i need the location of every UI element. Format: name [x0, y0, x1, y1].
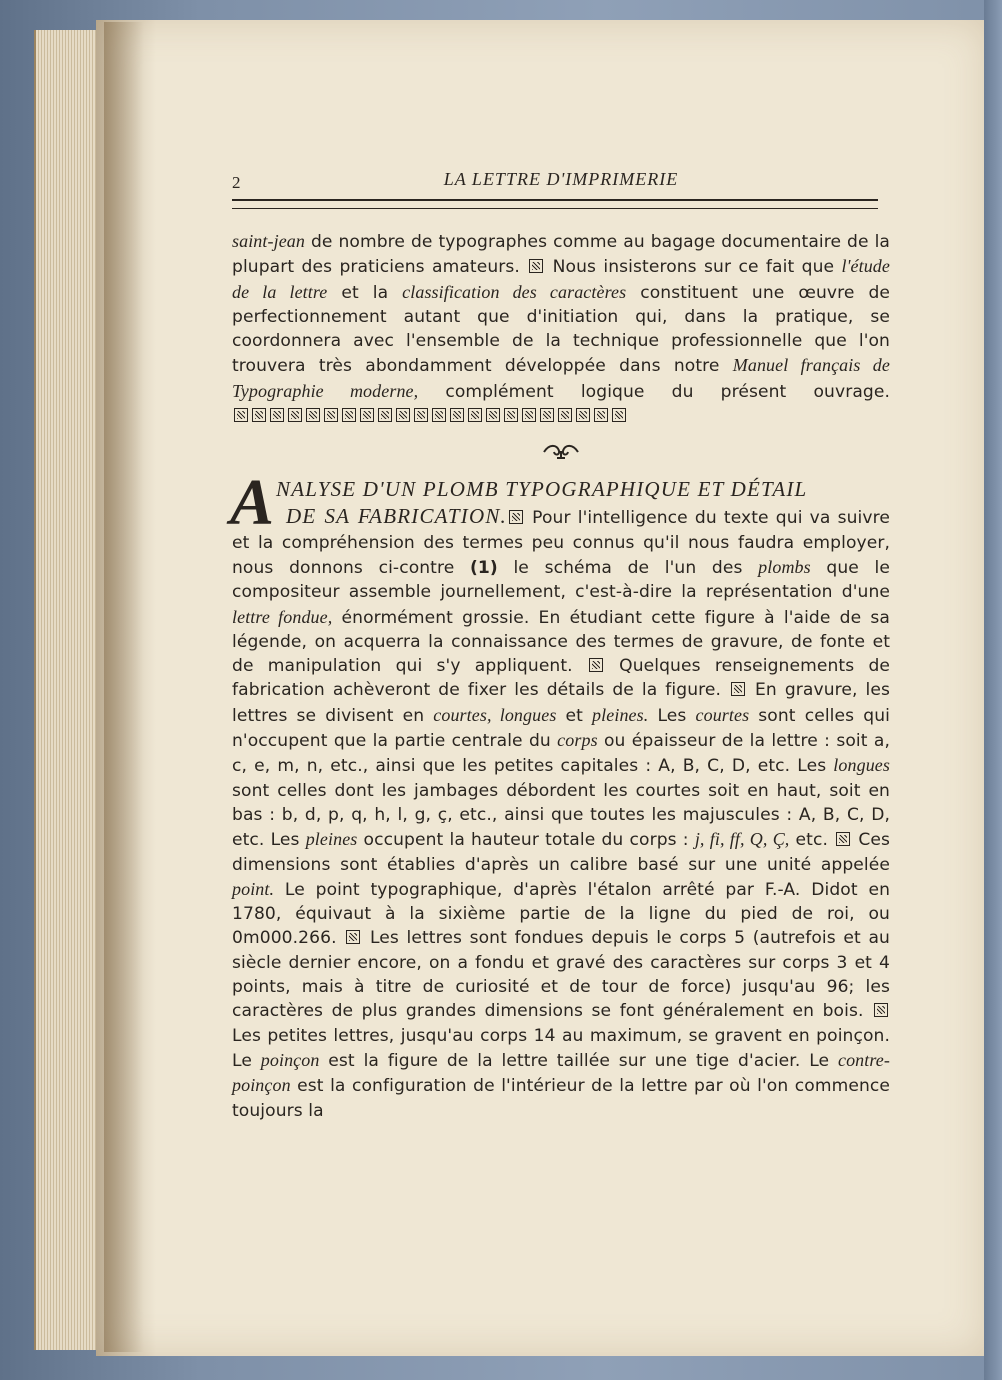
square-ornament-icon	[589, 658, 603, 672]
text: Les lettres sont fondues depuis le corps 5 (autrefois et au siècle dernier encore, on a fondu et gravé des caractères sur corps 3 et 4 points, mais à titre de curiosité et de tour de force) jusqu'au 96; les caractères de plus grandes dimensions se font généralement en bois.	[232, 928, 890, 1022]
italic-text: point.	[232, 878, 275, 899]
text: Pour l'intelligence du texte qui va suivre et la compréhension des termes peu connus qu'il nous faudra employer, nous donnons ci-contre	[232, 508, 890, 578]
italic-text: poinçon	[260, 1049, 320, 1070]
page-number: 2	[232, 173, 241, 192]
section-heading	[230, 466, 891, 1122]
text: et la	[327, 282, 403, 303]
square-ornament-icon	[529, 259, 543, 273]
text: Nous insisterons sur ce fait que	[545, 257, 842, 278]
italic-text: Manuel français de Typographie moderne,	[232, 355, 890, 401]
square-ornament-icon	[450, 408, 464, 422]
square-ornament-icon	[540, 408, 554, 422]
square-ornament-icon	[360, 408, 374, 422]
italic-text: plombs	[758, 556, 811, 577]
italic-text: l'étude de la lettre	[232, 256, 890, 302]
italic-text: pleines.	[592, 704, 649, 725]
italic-text: saint-jean	[232, 231, 305, 251]
drop-cap: A	[230, 466, 275, 540]
square-ornament-icon	[594, 408, 608, 422]
text: énormément grossie. En étudiant cette figure à l'aide de sa légende, on acquerra la connaissance des termes de gravure, de fonte et de manipulation qui s'y appliquent.	[232, 607, 890, 677]
bold-text: (1)	[470, 557, 498, 578]
running-title: LA LETTRE D'IMPRIMERIE	[443, 169, 679, 189]
text: et	[556, 705, 593, 726]
square-ornament-icon	[346, 930, 360, 944]
text: le schéma de l'un des	[497, 557, 759, 578]
square-ornament-icon	[522, 408, 536, 422]
page-content	[232, 165, 890, 1123]
square-ornament-icon	[504, 408, 518, 422]
square-ornament-icon	[836, 832, 850, 846]
italic-text: contre-poinçon	[232, 1049, 890, 1096]
text: est la configuration de l'intérieur de la lettre par où l'on commence toujours la	[232, 1076, 890, 1121]
text: En gravure, les lettres se divisent en	[232, 680, 890, 726]
text: est la figure de la lettre taillée sur une tige d'acier. Le	[319, 1050, 838, 1071]
square-ornament-icon	[234, 408, 248, 422]
square-ornament-icon	[252, 408, 266, 422]
text: Ces dimensions sont établies d'après un calibre basé sur une unité appelée	[232, 830, 890, 875]
square-ornament-icon	[288, 408, 302, 422]
text: sont celles dont les jambages débordent les courtes soit en haut, soit en bas : b, d, p, q, h, l, g, ç, etc., ainsi que toutes les majuscules : A, B, C, D, etc. Les	[232, 780, 890, 851]
text: Les petites lettres, jusqu'au corps 14 au maximum, se gravent en poinçon. Le	[232, 1025, 890, 1071]
text: Le point typographique, d'après l'étalon arrêté par F.-A. Didot en 1780, équivaut à la sixième partie de la ligne du pied de roi, ou 0m000.266.	[232, 879, 890, 949]
fleuron-icon	[232, 440, 890, 462]
italic-text: corps	[557, 730, 598, 751]
heading-line-2: DE SA FABRICATION.	[286, 504, 508, 529]
italic-text: courtes, longues	[433, 704, 557, 725]
square-ornament-icon	[342, 408, 356, 422]
square-ornament-icon	[396, 408, 410, 422]
text: sont celles qui n'occupent que la partie centrale du	[232, 705, 890, 752]
text: que le compositeur assemble journellement, c'est-à-dire la représentation d'une	[232, 557, 890, 603]
square-ornament-icon	[612, 408, 626, 422]
italic-text: j, fi, ff, Q, Ç,	[694, 829, 790, 850]
text: constituent une œuvre de perfectionnement autant que d'initiation qui, dans la pratique, se coordonnera avec l'ensemble de la technique professionnelle que l'on trouvera très abondamment développée dans notre	[232, 282, 891, 377]
italic-text: lettre fondue,	[232, 606, 333, 627]
italic-text: pleines	[305, 829, 358, 850]
running-head	[232, 165, 890, 195]
text: etc.	[789, 830, 835, 851]
italic-text: courtes	[695, 704, 750, 725]
square-ornament-icon	[414, 408, 428, 422]
gutter-shadow	[96, 20, 156, 1356]
italic-text: longues	[833, 755, 890, 776]
paragraph-1	[232, 229, 890, 428]
text: Quelques renseignements de fabrication achèveront de fixer les détails de la figure.	[232, 656, 891, 701]
square-ornament-icon	[468, 408, 482, 422]
text: Les	[648, 705, 696, 726]
square-ornament-icon	[306, 408, 320, 422]
text: complément logique du présent ouvrage.	[418, 381, 890, 402]
square-ornament-icon	[486, 408, 500, 422]
text: de nombre de typographes comme au bagage documentaire de la plupart des praticiens amateurs.	[232, 232, 890, 278]
square-ornament-icon	[576, 408, 590, 422]
paragraph-2	[232, 503, 890, 1122]
italic-text: classification des caractères	[402, 281, 627, 302]
square-ornament-icon	[378, 408, 392, 422]
square-ornament-icon	[731, 682, 745, 696]
text: occupent la hauteur totale du corps :	[357, 830, 695, 851]
square-ornament-icon	[270, 408, 284, 422]
square-ornament-icon	[874, 1003, 888, 1017]
heading-line-1: NALYSE D'UN PLOMB TYPOGRAPHIQUE ET DÉTAIL	[276, 477, 808, 502]
square-ornament-icon	[324, 408, 338, 422]
header-rule	[232, 199, 878, 209]
square-ornament-icon	[558, 408, 572, 422]
ornament-row	[232, 404, 628, 428]
square-ornament-icon	[432, 408, 446, 422]
text: ou épaisseur de la lettre : soit a, c, e, m, n, etc., ainsi que les petites capitales : A, B, C, D, etc. Les	[232, 731, 890, 777]
square-ornament-icon	[509, 510, 523, 524]
cover-edge	[984, 0, 1002, 1380]
